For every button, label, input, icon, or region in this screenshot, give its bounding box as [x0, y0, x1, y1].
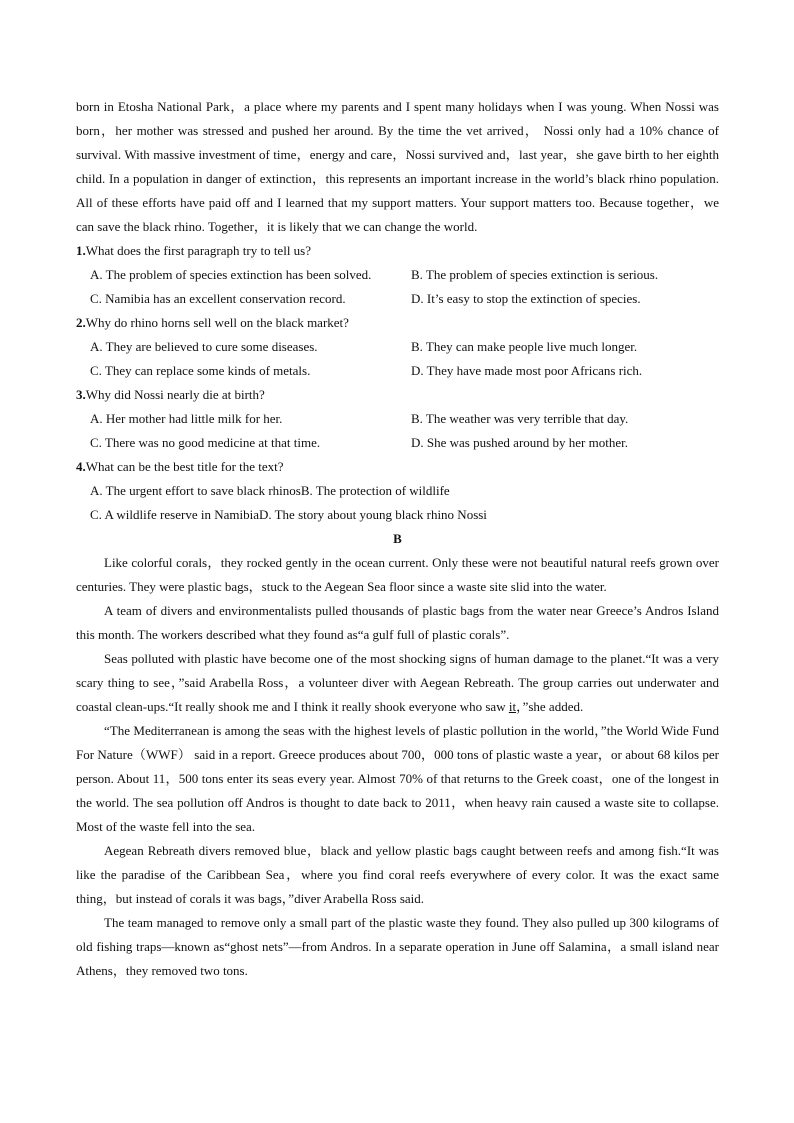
question-text: Why did Nossi nearly die at birth?	[85, 387, 265, 402]
passage-b-paragraph-3: Seas polluted with plastic have become one of the most shocking signs of human damage to the planet.“It was a very scary thing to see，”said Arabella Ross，a volunteer diver with Aegean Rebreath. The group carries out underwater and coastal clean-ups.“It really shook me and I think it really shook everyone who saw it，”she added.	[76, 651, 719, 714]
question-3	[76, 383, 719, 455]
question-4	[76, 455, 719, 527]
option-d: D. She was pushed around by her mother.	[411, 435, 628, 450]
document-page	[76, 95, 719, 983]
section-b-heading: B	[393, 531, 402, 546]
question-number: 1.	[76, 243, 86, 258]
passage-a-paragraph: born in Etosha National Park，a place where my parents and I spent many holidays when I was young. When Nossi was born，her mother was stressed and pushed her around. By the time the vet arrived， Nossi only had a 10% chance of survival. With massive investment of time，energy and care，Nossi survived and，last year，she gave birth to her eighth child. In a population in danger of extinction，this represents an important increase in the world’s black rhino population. All of these efforts have paid off and I learned that my support matters. Your support matters too. Because together，we can save the black rhino. Together，it is likely that we can change the world.	[76, 99, 719, 234]
passage-b-paragraph-6: The team managed to remove only a small part of the plastic waste they found. They also pulled up 300 kilograms of old fishing traps—known as“ghost nets”—from Andros. In a separate operation in June off Salamina，a small island near Athens，they removed two tons.	[76, 915, 719, 978]
options	[76, 335, 719, 383]
question-text: What can be the best title for the text?	[85, 459, 284, 474]
options-line-2: C. A wildlife reserve in NamibiaD. The story about young black rhino Nossi	[90, 507, 487, 522]
question-number: 4.	[76, 459, 86, 474]
option-a: A. Her mother had little milk for her.	[90, 411, 283, 426]
option-c: C. Namibia has an excellent conservation record.	[90, 291, 346, 306]
option-a: A. The problem of species extinction has been solved.	[90, 267, 372, 282]
options-line-1: A. The urgent effort to save black rhinosB. The protection of wildlife	[90, 483, 450, 498]
option-c: C. There was no good medicine at that time.	[90, 435, 321, 450]
question-number: 2.	[76, 315, 86, 330]
option-b: B. The weather was very terrible that day.	[411, 411, 629, 426]
option-b: B. The problem of species extinction is serious.	[411, 267, 659, 282]
question-2	[76, 311, 719, 383]
question-text: What does the first paragraph try to tell us?	[85, 243, 312, 258]
question-1	[76, 239, 719, 311]
underlined-word: it	[508, 699, 517, 714]
options	[76, 407, 719, 455]
question-number: 3.	[76, 387, 86, 402]
option-d: D. They have made most poor Africans rich.	[411, 363, 643, 378]
option-c: C. They can replace some kinds of metals.	[90, 363, 311, 378]
option-d: D. It’s easy to stop the extinction of species.	[411, 291, 641, 306]
option-a: A. They are believed to cure some diseases.	[90, 339, 318, 354]
option-b: B. They can make people live much longer.	[411, 339, 638, 354]
passage-b-paragraph-2: A team of divers and environmentalists pulled thousands of plastic bags from the water near Greece’s Andros Island this month. The workers described what they found as“a gulf full of plastic corals”.	[76, 603, 719, 642]
options	[76, 263, 719, 311]
question-text: Why do rhino horns sell well on the black market?	[85, 315, 349, 330]
passage-b-paragraph-4: “The Mediterranean is among the seas with the highest levels of plastic pollution in the world，”the World Wide Fund For Nature（WWF） said in a report. Greece produces about 700，000 tons of plastic waste a year，or about 68 kilos per person. About 11，500 tons enter its seas every year. Almost 70% of that returns to the Greek coast，one of the longest in the world. The sea pollution off Andros is thought to date back to 2011，when heavy rain caused a waste site to collapse. Most of the waste fell into the sea.	[76, 723, 719, 834]
passage-b-paragraph-5: Aegean Rebreath divers removed blue，black and yellow plastic bags caught between reefs and among fish.“It was like the paradise of the Caribbean Sea，where you find coral reefs everywhere of every color. It was the exact same thing，but instead of corals it was bags，”diver Arabella Ross said.	[76, 843, 719, 906]
passage-b-paragraph-1: Like colorful corals，they rocked gently in the ocean current. Only these were not beautiful natural reefs grown over centuries. They were plastic bags，stuck to the Aegean Sea floor since a waste site slid into the water.	[76, 555, 719, 594]
